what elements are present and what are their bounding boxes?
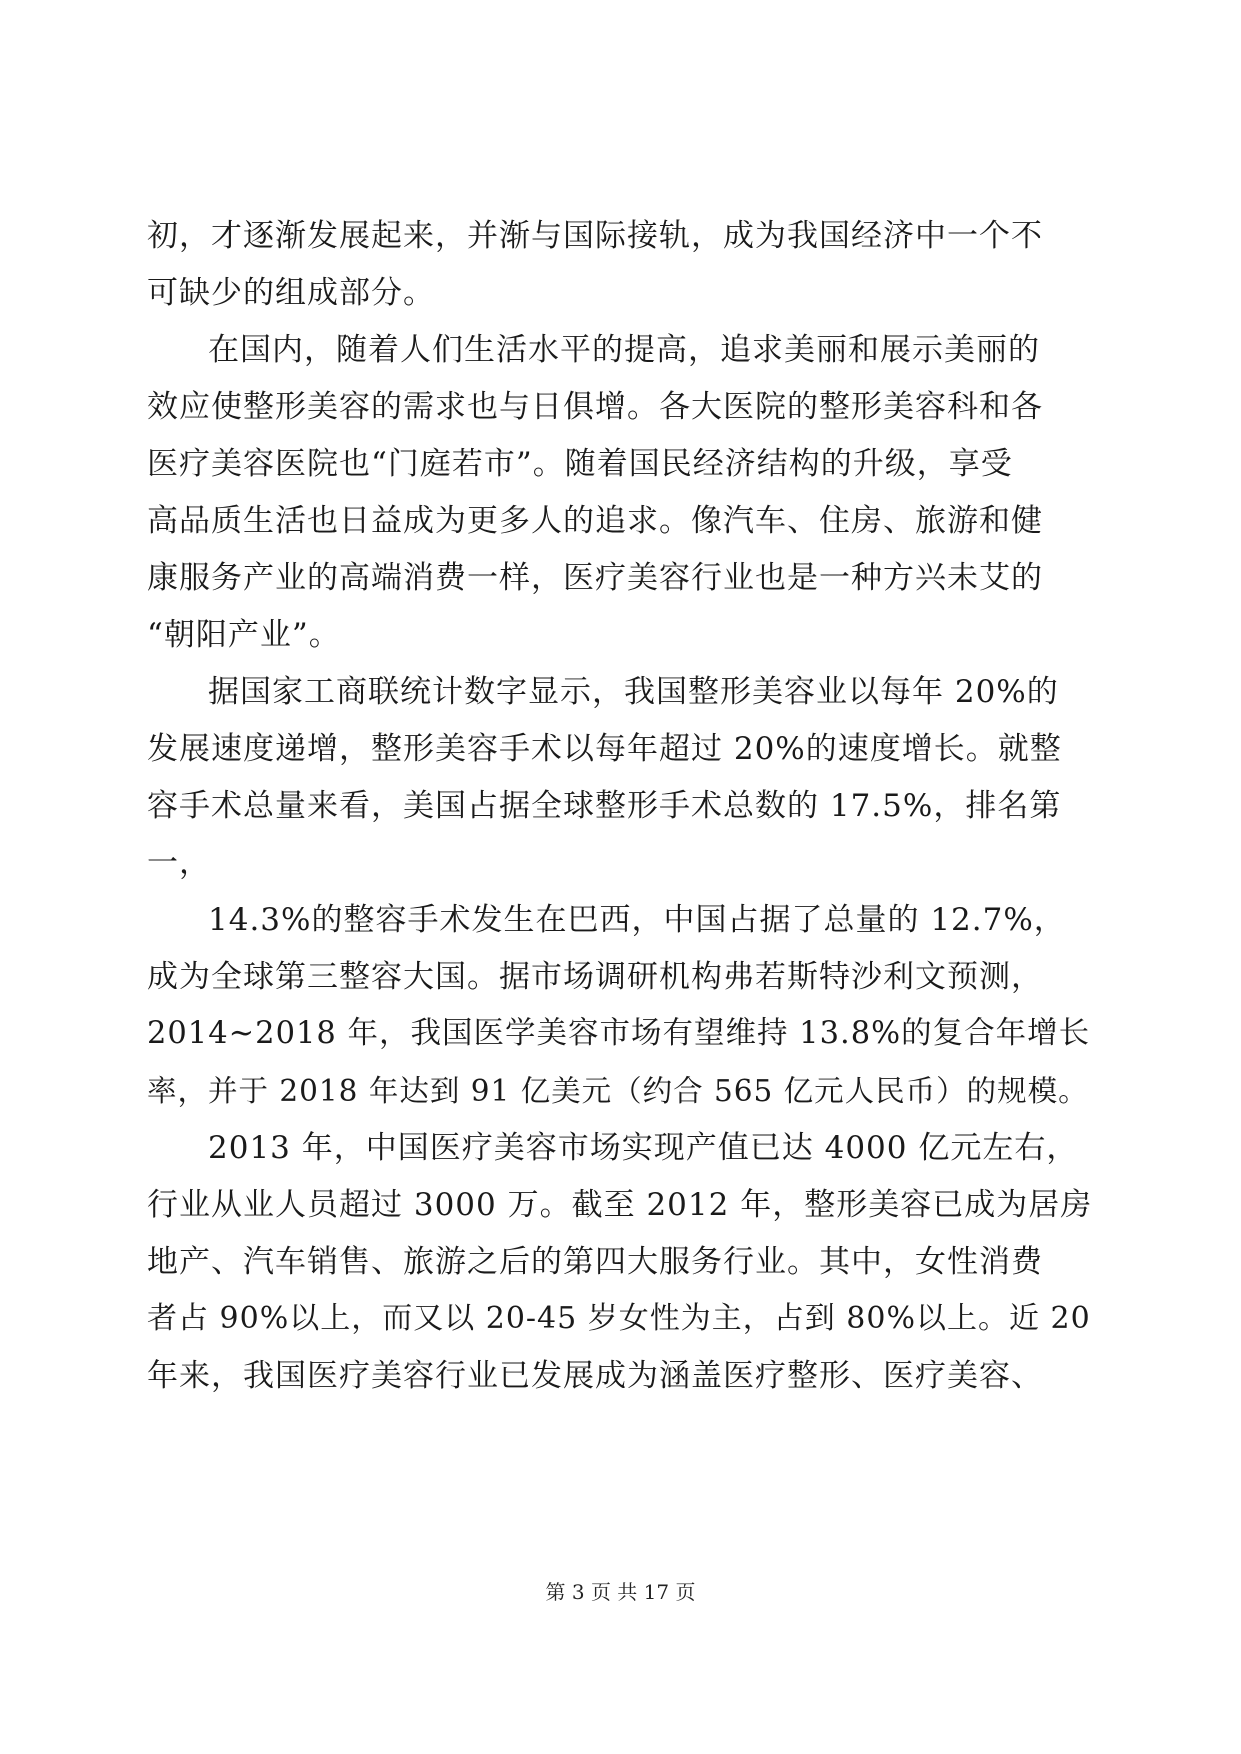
text-line: 容手术总量来看，美国占据全球整形手术总数的 17.5%，排名第 [147, 788, 1062, 824]
text-line: 2014~2018 年，我国医学美容市场有望维持 13.8%的复合年增长 [147, 1016, 1091, 1051]
text-line: 据国家工商联统计数字显示，我国整形美容业以每年 20%的 [208, 674, 1059, 710]
page-number-footer: 第 3 页 共 17 页 [545, 1580, 696, 1604]
text-line: 发展速度递增，整形美容手术以每年超过 20%的速度增长。就整 [147, 731, 1062, 767]
text-line: 率，并于 2018 年达到 91 亿美元（约合 565 亿元人民币）的规模。 [147, 1074, 1089, 1108]
text-line: 在国内，随着人们生活水平的提高，追求美丽和展示美丽的 [208, 332, 1040, 368]
text-line: 者占 90%以上，而又以 20-45 岁女性为主，占到 80%以上。近 20 [147, 1301, 1091, 1336]
text-line: 初，才逐渐发展起来，并渐与国际接轨，成为我国经济中一个不 [147, 218, 1043, 254]
text-line: “朝阳产业”。 [147, 617, 341, 653]
text-line: 成为全球第三整容大国。据市场调研机构弗若斯特沙利文预测， [147, 959, 1043, 995]
text-line: 2013 年，中国医疗美容市场实现产值已达 4000 亿元左右， [208, 1130, 1079, 1166]
text-line: 可缺少的组成部分。 [147, 275, 435, 311]
text-line: 年来，我国医疗美容行业已发展成为涵盖医疗整形、医疗美容、 [147, 1358, 1043, 1394]
text-line: 14.3%的整容手术发生在巴西，中国占据了总量的 12.7%， [208, 902, 1066, 938]
text-line: 医疗美容医院也“门庭若市”。随着国民经济结构的升级，享受 [147, 446, 1013, 482]
text-line: 行业从业人员超过 3000 万。截至 2012 年，整形美容已成为居房 [147, 1187, 1093, 1223]
text-line: 效应使整形美容的需求也与日俱增。各大医院的整形美容科和各 [147, 389, 1043, 425]
text-line: 一， [147, 845, 211, 881]
text-line: 高品质生活也日益成为更多人的追求。像汽车、住房、旅游和健 [147, 503, 1043, 539]
text-line: 康服务产业的高端消费一样，医疗美容行业也是一种方兴未艾的 [147, 560, 1043, 596]
text-line: 地产、汽车销售、旅游之后的第四大服务行业。其中，女性消费 [147, 1244, 1043, 1280]
